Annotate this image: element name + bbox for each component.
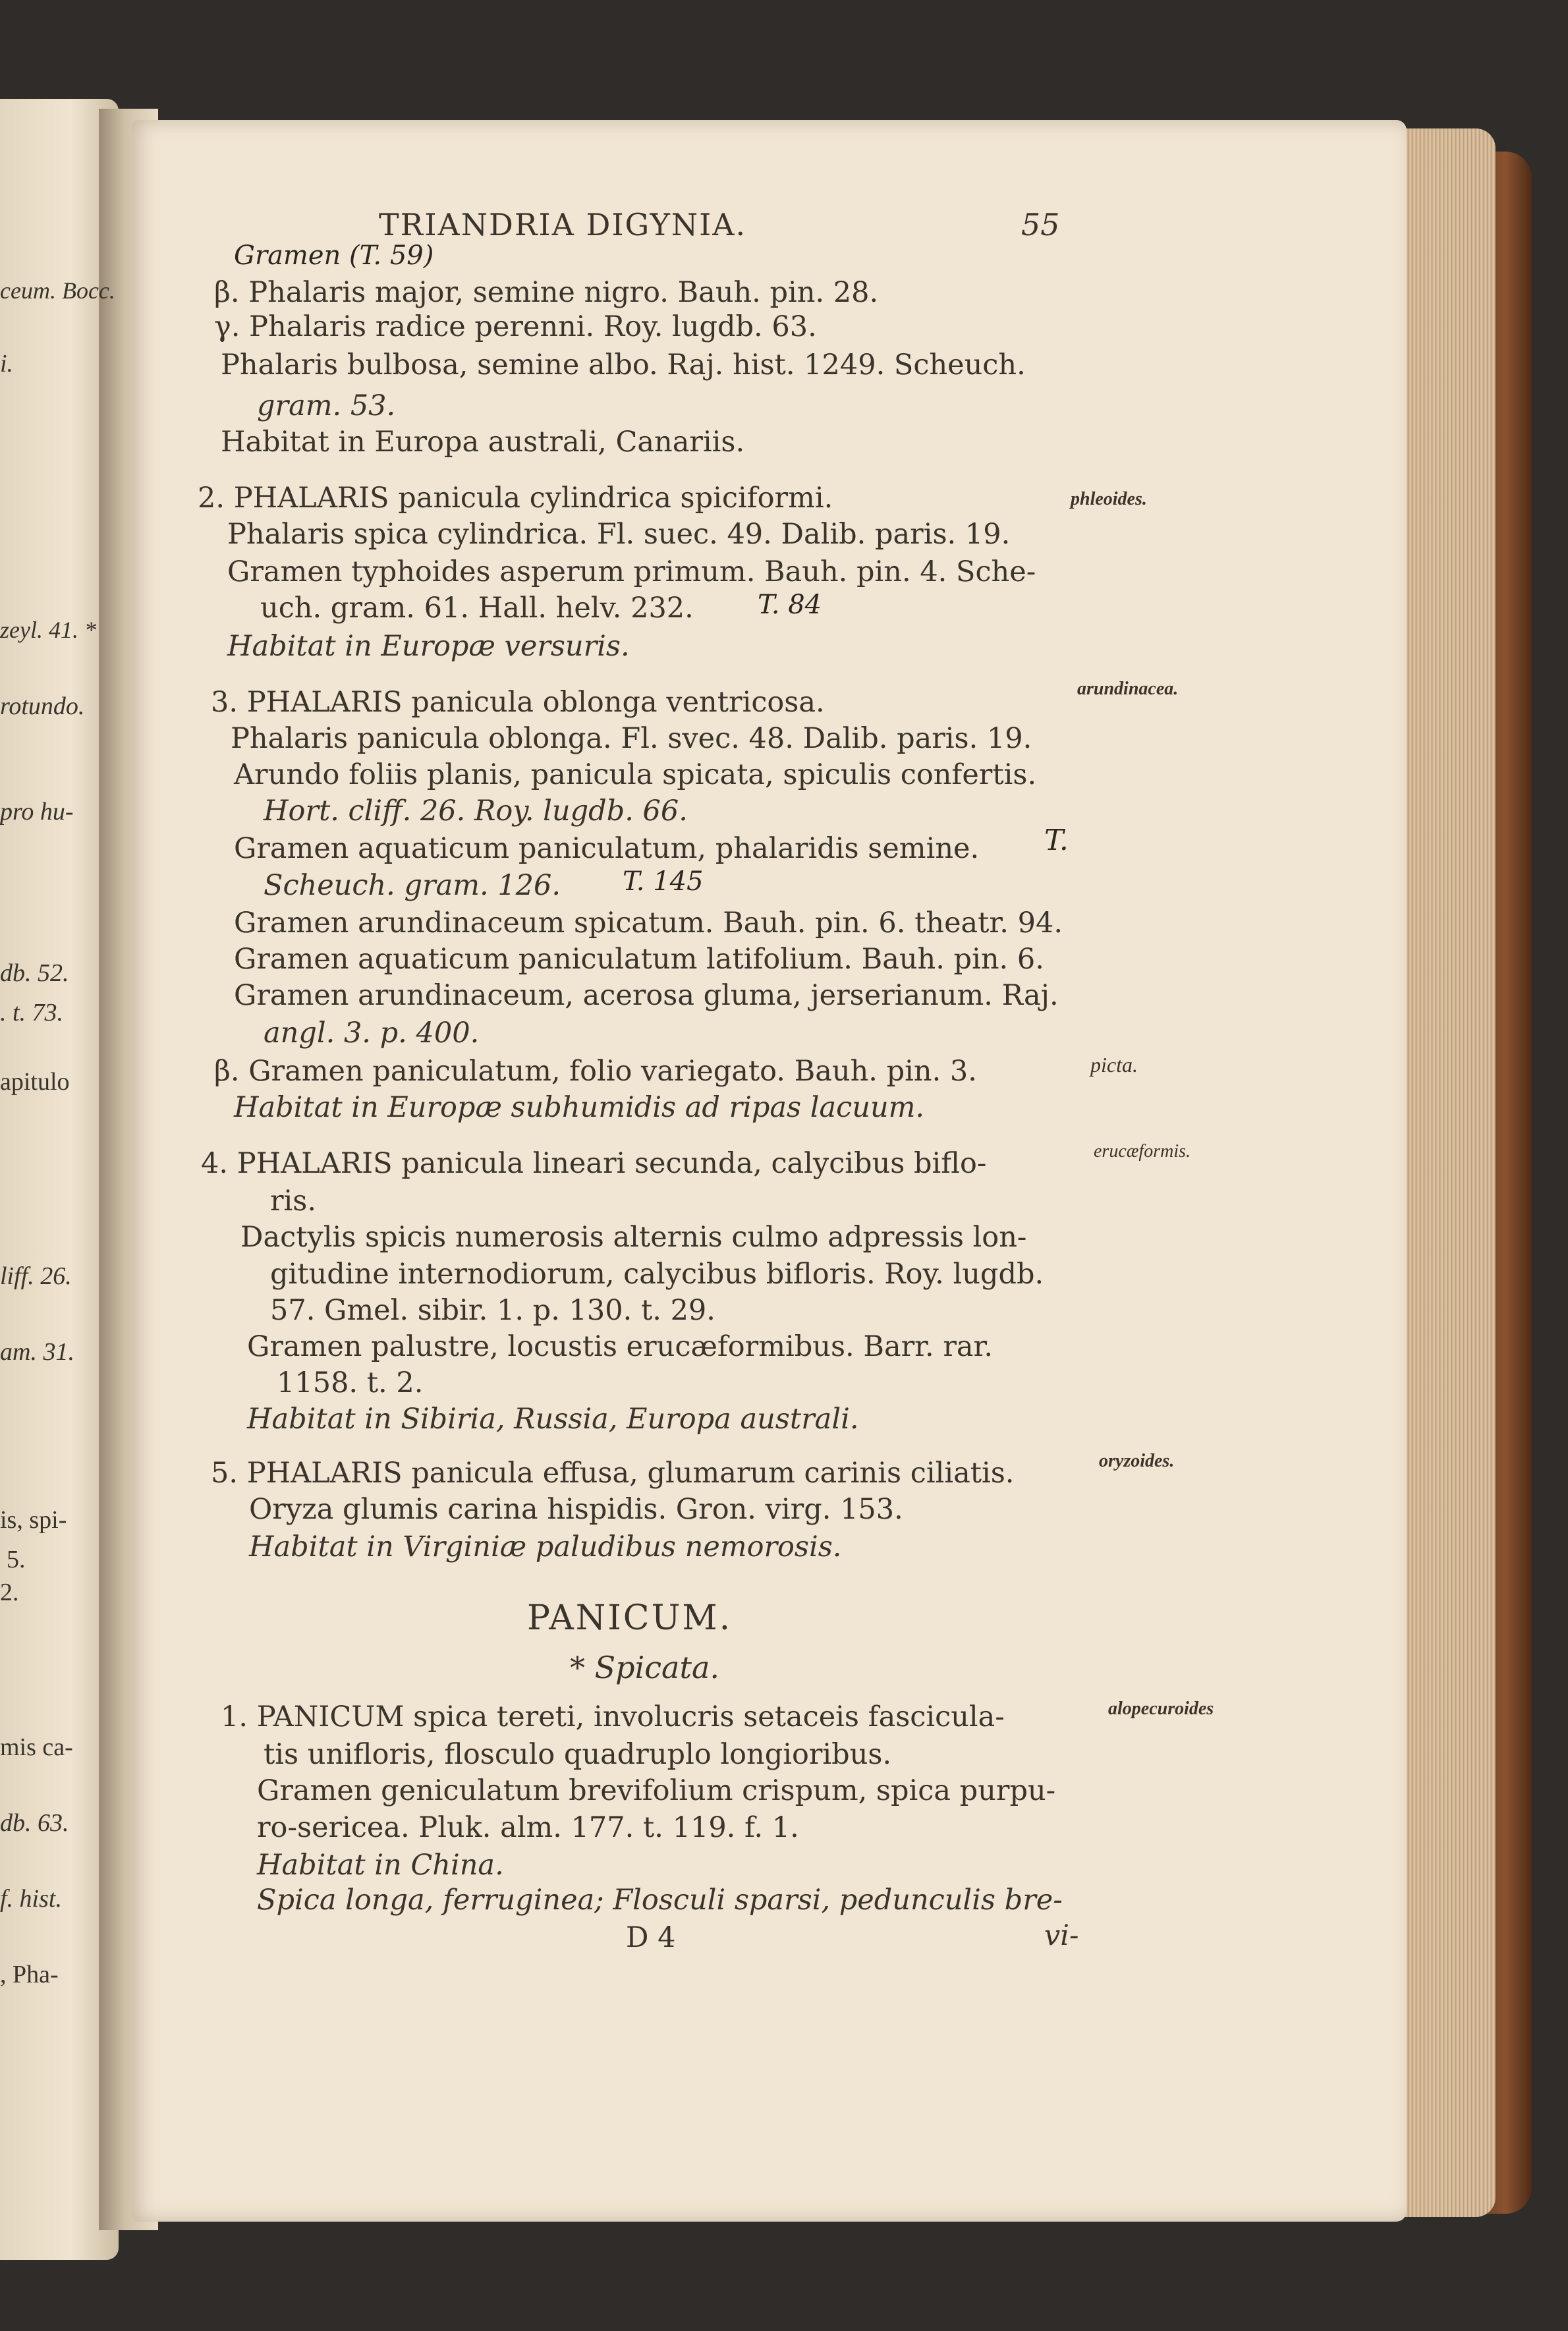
text-line: Dactylis spicis numerosis alternis culmo adpressis lon- xyxy=(240,1221,1027,1254)
left-fragment: is, spi- xyxy=(0,1506,67,1534)
species-heading: 5. PHALARIS panicula effusa, glumarum carinis ciliatis. xyxy=(211,1457,1015,1490)
margin-note: arundinacea. xyxy=(1077,679,1179,699)
page-edges xyxy=(1397,128,1496,2217)
left-fragment: pro hu- xyxy=(0,798,74,826)
left-fragment: f. hist. xyxy=(0,1885,62,1913)
margin-note: phleoides. xyxy=(1071,489,1147,509)
text-line: Gramen arundinaceum, acerosa gluma, jerserianum. Raj. xyxy=(234,979,1059,1012)
text-line: Habitat in Europæ subhumidis ad ripas lacuum. xyxy=(234,1091,925,1124)
left-fragment: mis ca- xyxy=(0,1733,73,1761)
left-fragment: db. 52. xyxy=(0,959,69,987)
text-line: β. Gramen paniculatum, folio variegato. Bauh. pin. 3. xyxy=(214,1055,977,1088)
running-header: TRIANDRIA DIGYNIA. xyxy=(379,207,747,242)
text-line: Spica longa, ferruginea; Flosculi sparsi, pedunculis bre- xyxy=(257,1884,1063,1917)
margin-note: erucæformis. xyxy=(1094,1141,1190,1162)
left-fragment: , Pha- xyxy=(0,1961,59,1988)
text-line: Phalaris bulbosa, semine albo. Raj. hist. 1249. Scheuch. xyxy=(221,349,1026,381)
catchword: vi- xyxy=(1044,1919,1079,1952)
left-fragment: ceum. Bocc. xyxy=(0,277,115,304)
genus-heading: PANICUM. xyxy=(527,1598,733,1638)
section-heading: * Spicata. xyxy=(570,1650,720,1685)
species-heading: 3. PHALARIS panicula oblonga ventricosa. xyxy=(211,686,825,719)
text-line: Phalaris spica cylindrica. Fl. suec. 49. Dalib. paris. 19. xyxy=(227,518,1011,551)
handwritten-note: Gramen (T. 59) xyxy=(234,240,434,271)
text-line: Gramen aquaticum paniculatum, phalaridis semine. xyxy=(234,832,980,865)
text-line: Gramen typhoides asperum primum. Bauh. pin. 4. Sche- xyxy=(227,555,1036,588)
text-line: Hort. cliff. 26. Roy. lugdb. 66. xyxy=(264,795,688,828)
text-line: 1158. t. 2. xyxy=(277,1366,424,1399)
text-line: gram. 53. xyxy=(257,389,396,422)
text-line: Phalaris panicula oblonga. Fl. svec. 48. Dalib. paris. 19. xyxy=(231,722,1032,755)
text-line: uch. gram. 61. Hall. helv. 232. xyxy=(260,592,694,625)
text-line: ro-sericea. Pluk. alm. 177. t. 119. f. 1. xyxy=(257,1811,799,1844)
margin-note: oryzoides. xyxy=(1099,1451,1175,1471)
left-fragment: . t. 73. xyxy=(0,999,64,1026)
text-line: Gramen palustre, locustis erucæformibus. Barr. rar. xyxy=(247,1330,994,1363)
left-fragment: liff. 26. xyxy=(0,1262,72,1290)
left-fragment: apitulo xyxy=(0,1068,70,1096)
margin-note: alopecuroides xyxy=(1108,1699,1214,1719)
text-line: β. Phalaris major, semine nigro. Bauh. pin. 28. xyxy=(214,276,879,309)
text-line: gitudine internodiorum, calycibus bifloris. Roy. lugdb. xyxy=(270,1258,1044,1291)
text-line: Habitat in Europæ versuris. xyxy=(227,630,630,663)
text-line: Habitat in Europa australi, Canariis. xyxy=(221,426,745,459)
signature-mark: D 4 xyxy=(626,1921,676,1954)
text-line: ris. xyxy=(270,1185,317,1218)
text-line: Habitat in China. xyxy=(257,1849,504,1882)
text-line: γ. Phalaris radice perenni. Roy. lugdb. 63. xyxy=(214,310,817,343)
text-line: Habitat in Sibiria, Russia, Europa australi. xyxy=(247,1403,859,1436)
text-line: Gramen geniculatum brevifolium crispum, spica purpu- xyxy=(257,1774,1056,1807)
margin-note: picta. xyxy=(1090,1053,1138,1077)
species-heading: 4. PHALARIS panicula lineari secunda, calycibus biflo- xyxy=(201,1147,987,1180)
left-fragment: 2. xyxy=(0,1579,19,1606)
text-line: Oryza glumis carina hispidis. Gron. virg. 153. xyxy=(249,1493,903,1526)
text-line: Scheuch. gram. 126. xyxy=(264,869,561,902)
page-number: 55 xyxy=(1021,207,1060,242)
text-line: Gramen aquaticum paniculatum latifolium. Bauh. pin. 6. xyxy=(234,943,1044,976)
handwritten-note: T. 84 xyxy=(758,590,822,620)
text-line: Habitat in Virginiæ paludibus nemorosis. xyxy=(249,1531,842,1563)
text-line: angl. 3. p. 400. xyxy=(264,1017,480,1050)
text-line: 57. Gmel. sibir. 1. p. 130. t. 29. xyxy=(270,1294,715,1327)
species-heading: 1. PANICUM spica tereti, involucris setaceis fascicula- xyxy=(221,1700,1005,1733)
left-fragment: db. 63. xyxy=(0,1809,69,1837)
left-fragment: 5. xyxy=(7,1546,26,1573)
text-line: tis unifloris, flosculo quadruplo longioribus. xyxy=(264,1738,892,1771)
left-fragment: i. xyxy=(0,350,14,378)
text-line: Gramen arundinaceum spicatum. Bauh. pin. 6. theatr. 94. xyxy=(234,907,1063,940)
left-fragment: am. 31. xyxy=(0,1338,74,1366)
left-fragment: rotundo. xyxy=(0,692,85,720)
left-fragment: zeyl. 41. * xyxy=(0,617,96,643)
handwritten-note: T. xyxy=(1044,824,1069,857)
species-heading: 2. PHALARIS panicula cylindrica spiciformi. xyxy=(198,482,833,515)
handwritten-note: T. 145 xyxy=(623,866,704,897)
text-line: Arundo foliis planis, panicula spicata, spiculis confertis. xyxy=(234,758,1037,791)
